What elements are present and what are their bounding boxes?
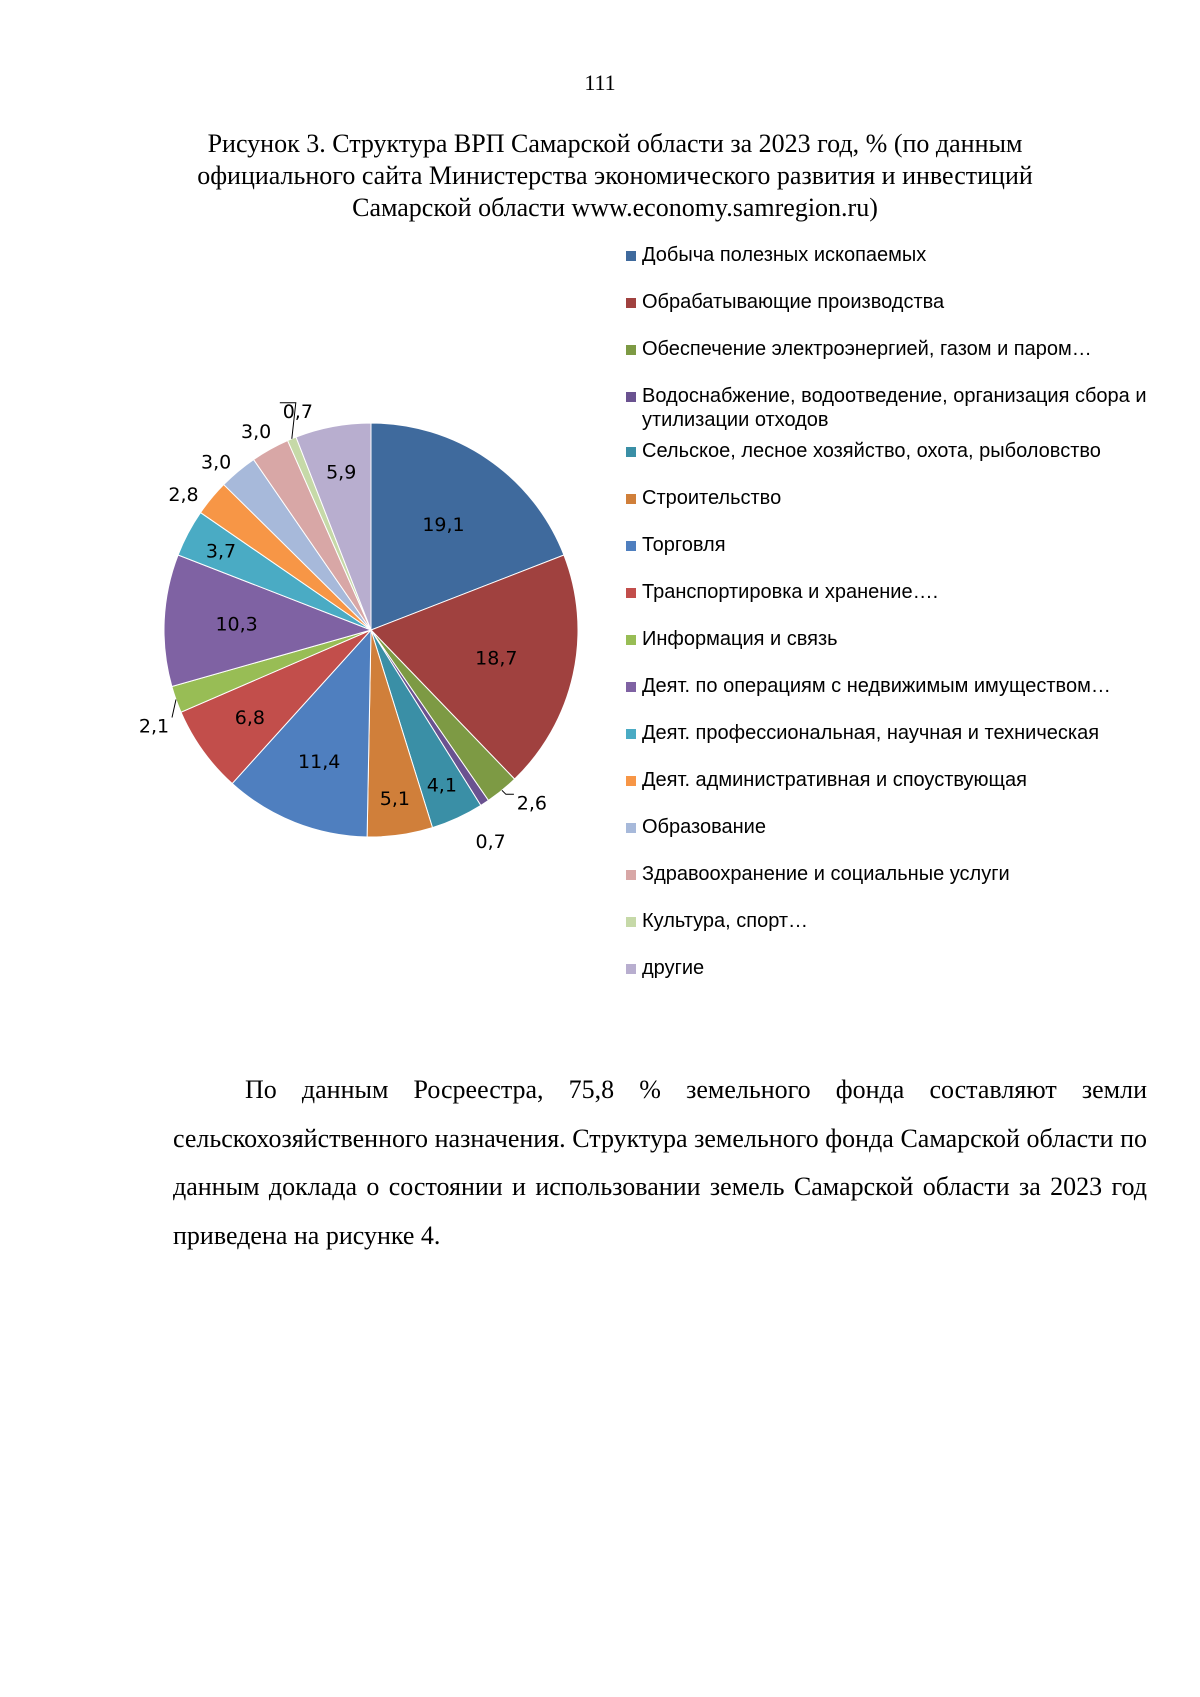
legend-label: Деят. профессиональная, научная и техническая (642, 722, 1100, 744)
data-label: 5,9 (326, 461, 357, 484)
data-label: 19,1 (422, 514, 465, 537)
legend-label: Здравоохранение и социальные услуги (642, 863, 1010, 885)
data-label: 0,7 (282, 400, 313, 423)
data-label: 2,1 (138, 715, 170, 738)
legend-label: Деят. административная и споуствующая (642, 769, 1027, 791)
data-label: 3,0 (240, 421, 272, 444)
data-label: 2,6 (516, 792, 548, 815)
data-label: 0,7 (475, 831, 506, 853)
legend-label: другие (642, 957, 705, 979)
data-label: 4,1 (426, 774, 457, 797)
legend-label: Культура, спорт… (642, 910, 809, 932)
data-label: 10,3 (215, 613, 258, 636)
data-label: 18,7 (475, 647, 518, 670)
legend-label: Информация и связь (642, 628, 838, 650)
label-leader-line (172, 700, 176, 718)
label-leader-line (502, 790, 514, 794)
data-label: 11,4 (298, 750, 341, 773)
page-number: 111 (584, 70, 616, 95)
legend-label: Сельское, лесное хозяйство, охота, рыболовство (642, 440, 1101, 462)
data-label: 6,8 (234, 706, 266, 729)
body-paragraph (173, 1066, 1147, 1260)
legend-label: Образование (642, 816, 766, 838)
caption-line-3: Самарской области www.economy.samregion.ru) (352, 193, 878, 222)
caption-line-1: Рисунок 3. Структура ВРП Самарской области за 2023 год, % (по данным (207, 129, 1023, 158)
legend-label: Обрабатывающие производства (642, 291, 945, 313)
caption-line-2: официального сайта Министерства экономического развития и инвестиций (197, 161, 1033, 190)
legend-label: Транспортировка и хранение…. (642, 581, 939, 603)
legend-label: Водоснабжение, водоотведение, организация сбора и утилизации отходов (642, 385, 1147, 431)
paragraph-text: По данным Росреестра, 75,8 % земельного фонда составляют земли сельскохозяйственного назначения. Структура земельного фонда Самарской области по данным доклада о состоянии и использовании земель Самарской области за 2023 год приведена на рисунке 4. (173, 1075, 1147, 1250)
legend-label: Деят. по операциям с недвижимым имуществом… (642, 675, 1111, 697)
legend-label: Строительство (642, 487, 782, 509)
legend-label: Добыча полезных ископаемых (642, 244, 927, 266)
data-label: 3,7 (205, 540, 237, 563)
legend-label: Торговля (642, 534, 726, 556)
data-label: 3,0 (200, 451, 232, 474)
data-label: 2,8 (168, 484, 199, 507)
data-label: 5,1 (379, 788, 411, 810)
legend-label: Обеспечение электроэнергией, газом и паром… (642, 338, 1092, 360)
